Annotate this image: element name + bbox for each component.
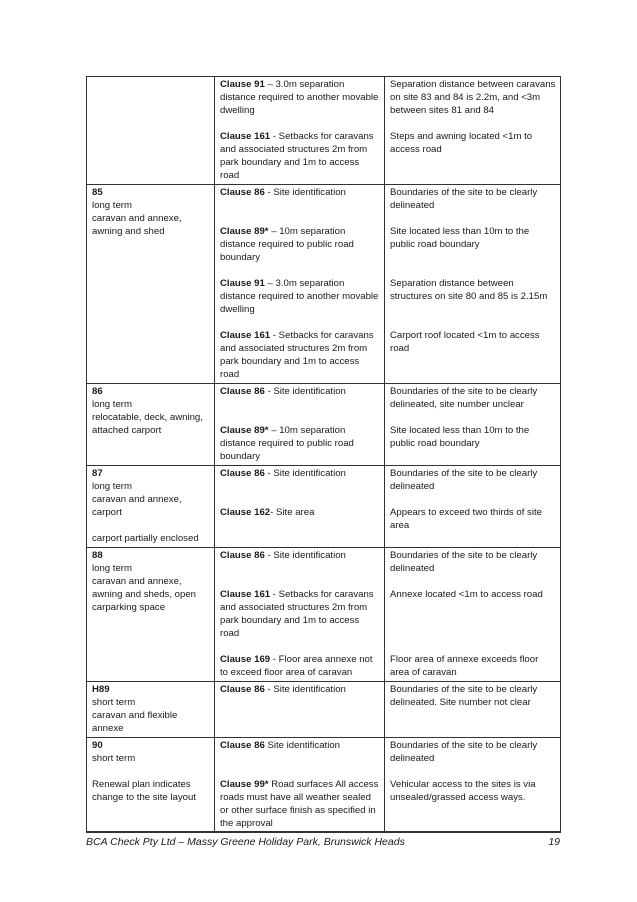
clause-text: - Site identification (264, 684, 346, 695)
finding-cell (385, 77, 561, 185)
site-cell (87, 384, 215, 466)
compliance-finding: Vehicular access to the sites is via unsealed/grassed access ways. (390, 779, 536, 803)
clause-cell (215, 548, 385, 682)
compliance-finding: Floor area of annexe exceeds floor area of caravan (390, 654, 539, 678)
clause-requirement (220, 329, 380, 381)
clause-text: - Setbacks for caravans and associated structures 2m from park boundary and 1m to access road (220, 589, 374, 639)
footer-rule (86, 831, 560, 832)
site-cell (87, 738, 215, 833)
clause-cell (215, 384, 385, 466)
table-row (87, 548, 561, 682)
compliance-finding: Steps and awning located <1m to access road (390, 131, 533, 155)
site-description-line: annexe (92, 723, 124, 734)
clause-requirement (220, 549, 380, 575)
clause-number: Clause 161 (220, 330, 271, 341)
clause-number: Clause 86 (220, 468, 265, 479)
clause-number: Clause 86 (220, 187, 265, 198)
site-cell (87, 77, 215, 185)
site-cell (87, 185, 215, 384)
site-description-line: caravan and annexe, (92, 576, 182, 587)
compliance-finding: Boundaries of the site to be clearly delineated, site number unclear (390, 386, 538, 410)
compliance-finding: Boundaries of the site to be clearly delineated. Site number not clear (390, 684, 538, 708)
clause-cell (215, 466, 385, 548)
clause-number: Clause 86 (220, 740, 265, 751)
compliance-finding: Separation distance between structures on site 80 and 85 is 2.15m (390, 278, 548, 302)
clause-requirement (220, 739, 380, 765)
clause-requirement (220, 778, 380, 830)
clause-requirement (220, 186, 380, 212)
site-description-line (92, 765, 210, 778)
footer-document-title: BCA Check Pty Ltd – Massy Greene Holiday Park, Brunswick Heads (86, 836, 405, 848)
clause-number: Clause 86 (220, 550, 265, 561)
site-description-line: carport partially enclosed (92, 533, 199, 544)
site-cell (87, 548, 215, 682)
table-row (87, 738, 561, 833)
site-description-line: caravan and annexe, (92, 494, 182, 505)
clause-text: - Floor area annexe not to exceed floor area of caravan (220, 654, 373, 678)
site-description-line: relocatable, deck, awning, (92, 412, 203, 423)
site-description-line: caravan and annexe, (92, 213, 182, 224)
clause-cell (215, 77, 385, 185)
compliance-finding: Separation distance between caravans on site 83 and 84 is 2.2m, and <3m between sites 81 and 84 (390, 79, 556, 116)
table-row (87, 682, 561, 738)
clause-text: - Setbacks for caravans and associated structures 2m from park boundary and 1m to access road (220, 330, 374, 380)
compliance-finding: Site located less than 10m to the public road boundary (390, 226, 530, 250)
clause-number: Clause 86 (220, 386, 265, 397)
clause-cell (215, 185, 385, 384)
compliance-finding: Boundaries of the site to be clearly delineated (390, 550, 538, 574)
compliance-table-container (86, 76, 560, 833)
finding-cell (385, 466, 561, 548)
compliance-table-body (87, 77, 561, 833)
compliance-finding: Boundaries of the site to be clearly delineated (390, 468, 538, 492)
clause-requirement (220, 424, 380, 463)
clause-requirement (220, 506, 380, 532)
site-description-line: carport (92, 507, 122, 518)
finding-cell (385, 738, 561, 833)
clause-number: Clause 161 (220, 131, 271, 142)
site-number: 88 (92, 550, 103, 561)
clause-number: Clause 89* (220, 226, 269, 237)
clause-requirement (220, 588, 380, 640)
clause-number: Clause 161 (220, 589, 271, 600)
clause-text: Road surfaces All access roads must have all weather sealed or other surface finish as specified in the approval (220, 779, 379, 829)
site-description-line: change to the site layout (92, 792, 197, 803)
table-row (87, 384, 561, 466)
clause-text: – 10m separation distance required to public road boundary (220, 226, 354, 263)
clause-text: - Site identification (264, 468, 346, 479)
clause-text: - Setbacks for caravans and associated structures 2m from park boundary and 1m to access road (220, 131, 374, 181)
site-description-line: short term (92, 697, 136, 708)
compliance-finding: Boundaries of the site to be clearly delineated (390, 187, 538, 211)
site-description-line: long term (92, 399, 132, 410)
site-cell (87, 682, 215, 738)
footer-page-number: 19 (548, 836, 560, 848)
compliance-table (86, 76, 561, 833)
compliance-finding: Carport roof located <1m to access road (390, 330, 540, 354)
clause-requirement (220, 653, 380, 679)
clause-text: – 3.0m separation distance required to another movable dwelling (220, 278, 379, 315)
clause-requirement (220, 683, 380, 709)
clause-requirement (220, 277, 380, 316)
clause-text: – 3.0m separation distance required to another movable dwelling (220, 79, 379, 116)
clause-requirement (220, 130, 380, 182)
site-cell (87, 466, 215, 548)
site-description-line: caravan and flexible (92, 710, 178, 721)
clause-requirement (220, 385, 380, 411)
clause-number: Clause 169 (220, 654, 271, 665)
clause-number: Clause 91 (220, 278, 265, 289)
site-description-line: carparking space (92, 602, 166, 613)
compliance-finding: Boundaries of the site to be clearly delineated (390, 740, 538, 764)
clause-text: - Site identification (264, 550, 346, 561)
clause-number: Clause 91 (220, 79, 265, 90)
site-description-line (92, 519, 210, 532)
clause-requirement (220, 225, 380, 264)
site-description-line: awning and shed (92, 226, 165, 237)
site-description-line: long term (92, 481, 132, 492)
site-description-line: Renewal plan indicates (92, 779, 191, 790)
finding-cell (385, 185, 561, 384)
clause-number: Clause 162 (220, 507, 271, 518)
clause-text: – 10m separation distance required to public road boundary (220, 425, 354, 462)
site-number: 87 (92, 468, 103, 479)
site-number: 90 (92, 740, 103, 751)
clause-text: Site identification (264, 740, 341, 751)
table-row (87, 77, 561, 185)
clause-number: Clause 89* (220, 425, 269, 436)
clause-text: - Site identification (264, 187, 346, 198)
table-row (87, 466, 561, 548)
clause-text: - Site identification (264, 386, 346, 397)
finding-cell (385, 384, 561, 466)
site-number: 85 (92, 187, 103, 198)
clause-number: Clause 99* (220, 779, 269, 790)
clause-text: - Site area (270, 507, 315, 518)
clause-cell (215, 682, 385, 738)
table-row (87, 185, 561, 384)
finding-cell (385, 548, 561, 682)
finding-cell (385, 682, 561, 738)
site-description-line: long term (92, 200, 132, 211)
clause-requirement (220, 467, 380, 493)
site-description-line: attached carport (92, 425, 162, 436)
site-number: 86 (92, 386, 103, 397)
clause-requirement (220, 78, 380, 117)
clause-number: Clause 86 (220, 684, 265, 695)
site-description-line: short term (92, 753, 136, 764)
compliance-finding: Annexe located <1m to access road (390, 589, 543, 600)
clause-cell (215, 738, 385, 833)
site-description-line: long term (92, 563, 132, 574)
compliance-finding: Appears to exceed two thirds of site area (390, 507, 542, 531)
compliance-finding: Site located less than 10m to the public road boundary (390, 425, 530, 449)
site-number: H89 (92, 684, 110, 695)
site-description-line: awning and sheds, open (92, 589, 197, 600)
